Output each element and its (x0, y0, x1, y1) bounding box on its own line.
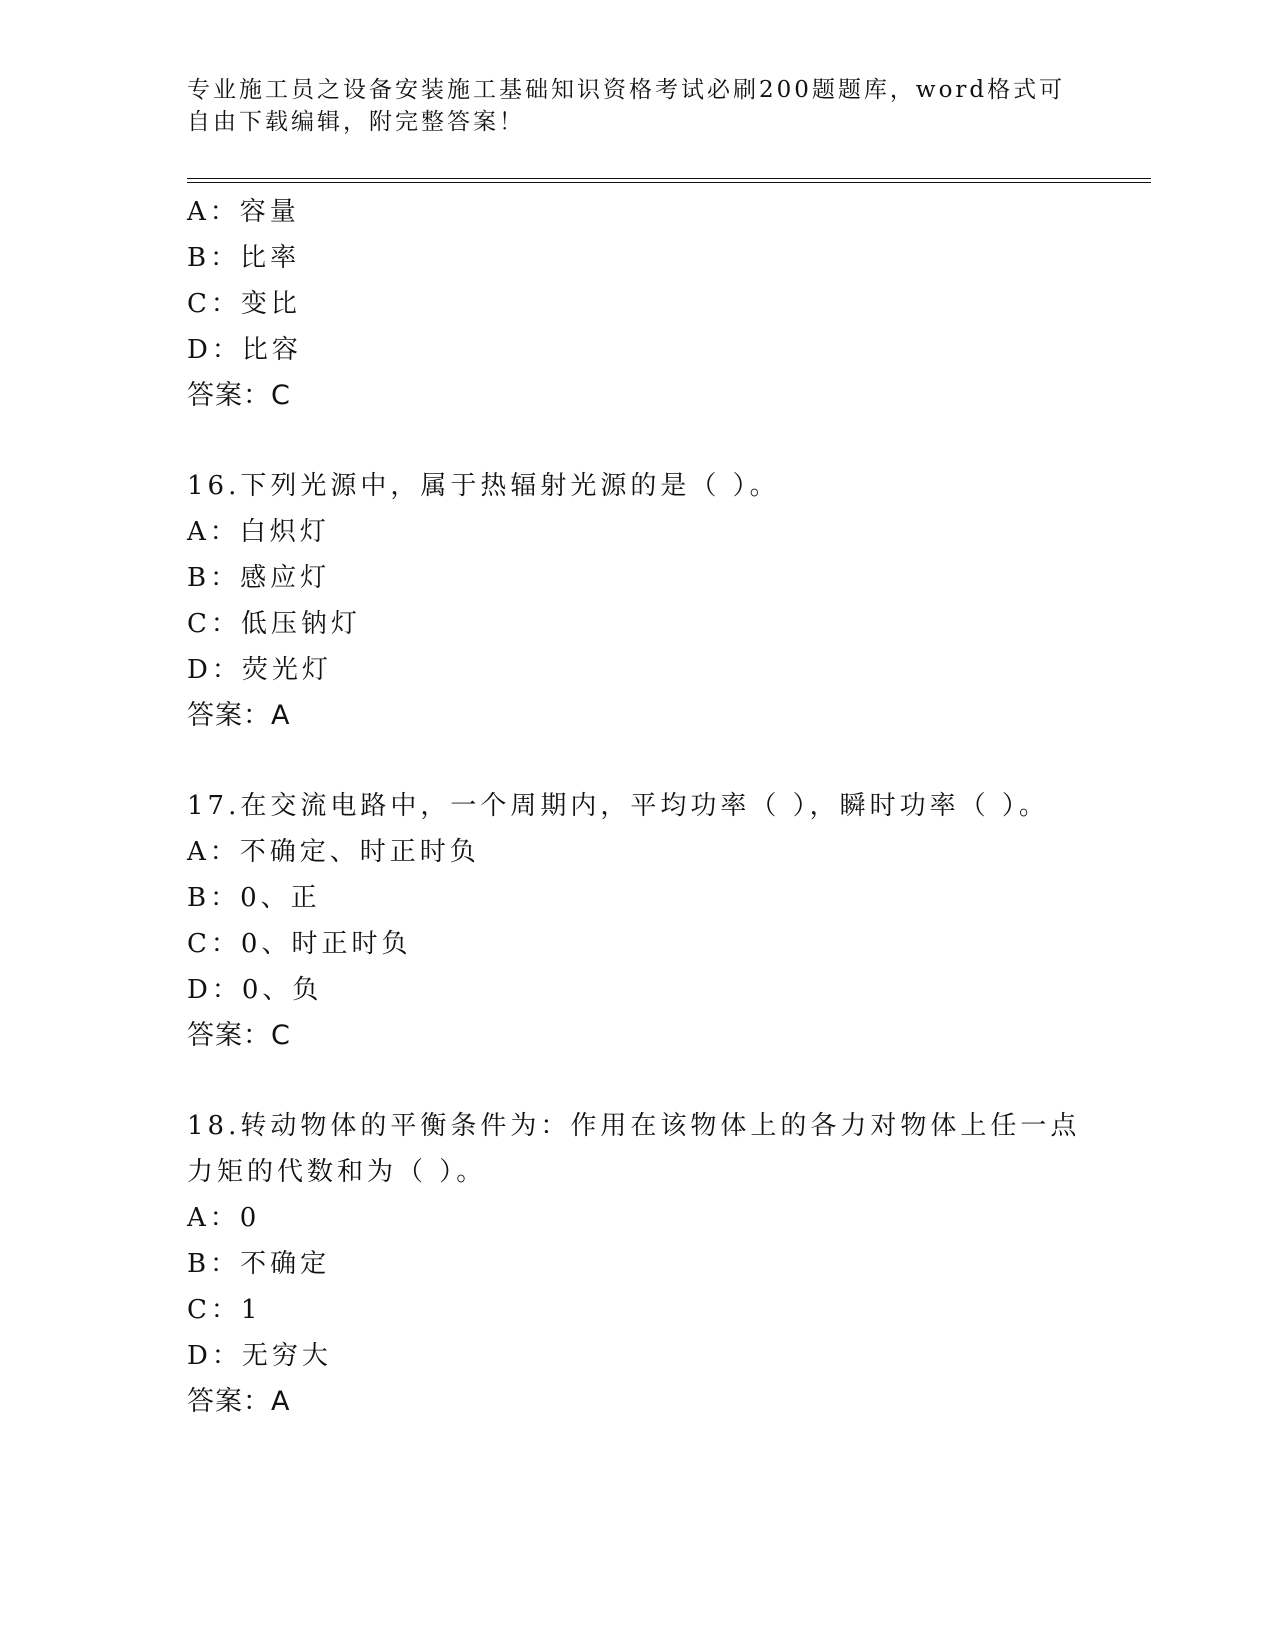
option-a: A：0 (187, 1203, 261, 1233)
option-b: B：比率 (187, 243, 301, 273)
header-rule-top (187, 178, 1151, 179)
answer: 答案：A (187, 1386, 291, 1417)
answer: 答案：C (187, 1020, 291, 1051)
option-c: C：变比 (187, 289, 301, 319)
option-b: B：不确定 (187, 1249, 331, 1279)
option-a: A：白炽灯 (187, 517, 330, 547)
option-b: B：0、正 (187, 883, 321, 913)
option-a: A：不确定、时正时负 (187, 837, 480, 867)
option-d: D：无穷大 (187, 1341, 332, 1371)
answer: 答案：C (187, 380, 291, 411)
option-d: D：比容 (187, 335, 302, 365)
question-stem: 18.转动物体的平衡条件为：作用在该物体上的各力对物体上任一点力矩的代数和为（ ）。 (187, 1111, 1081, 1187)
option-c: C：1 (187, 1295, 262, 1325)
option-c: C：低压钠灯 (187, 609, 361, 639)
option-d: D：0、负 (187, 975, 323, 1005)
question-block-18 (187, 1103, 1087, 1425)
option-c: C：0、时正时负 (187, 929, 412, 959)
header-rule-bottom (187, 182, 1151, 183)
answer: 答案：A (187, 700, 291, 731)
question-block-15 (187, 189, 1087, 419)
question-stem: 16.下列光源中，属于热辐射光源的是（ ）。 (187, 471, 780, 501)
question-block-17 (187, 783, 1087, 1059)
question-stem: 17.在交流电路中，一个周期内，平均功率（ ），瞬时功率（ ）。 (187, 791, 1049, 821)
question-list (187, 189, 1087, 1469)
document-header: 专业施工员之设备安装施工基础知识资格考试必刷200题题库，word格式可自由下载编辑，附完整答案！ (187, 77, 1066, 135)
option-b: B：感应灯 (187, 563, 331, 593)
question-block-16 (187, 463, 1087, 739)
option-d: D：荧光灯 (187, 655, 332, 685)
option-a: A：容量 (187, 197, 300, 227)
